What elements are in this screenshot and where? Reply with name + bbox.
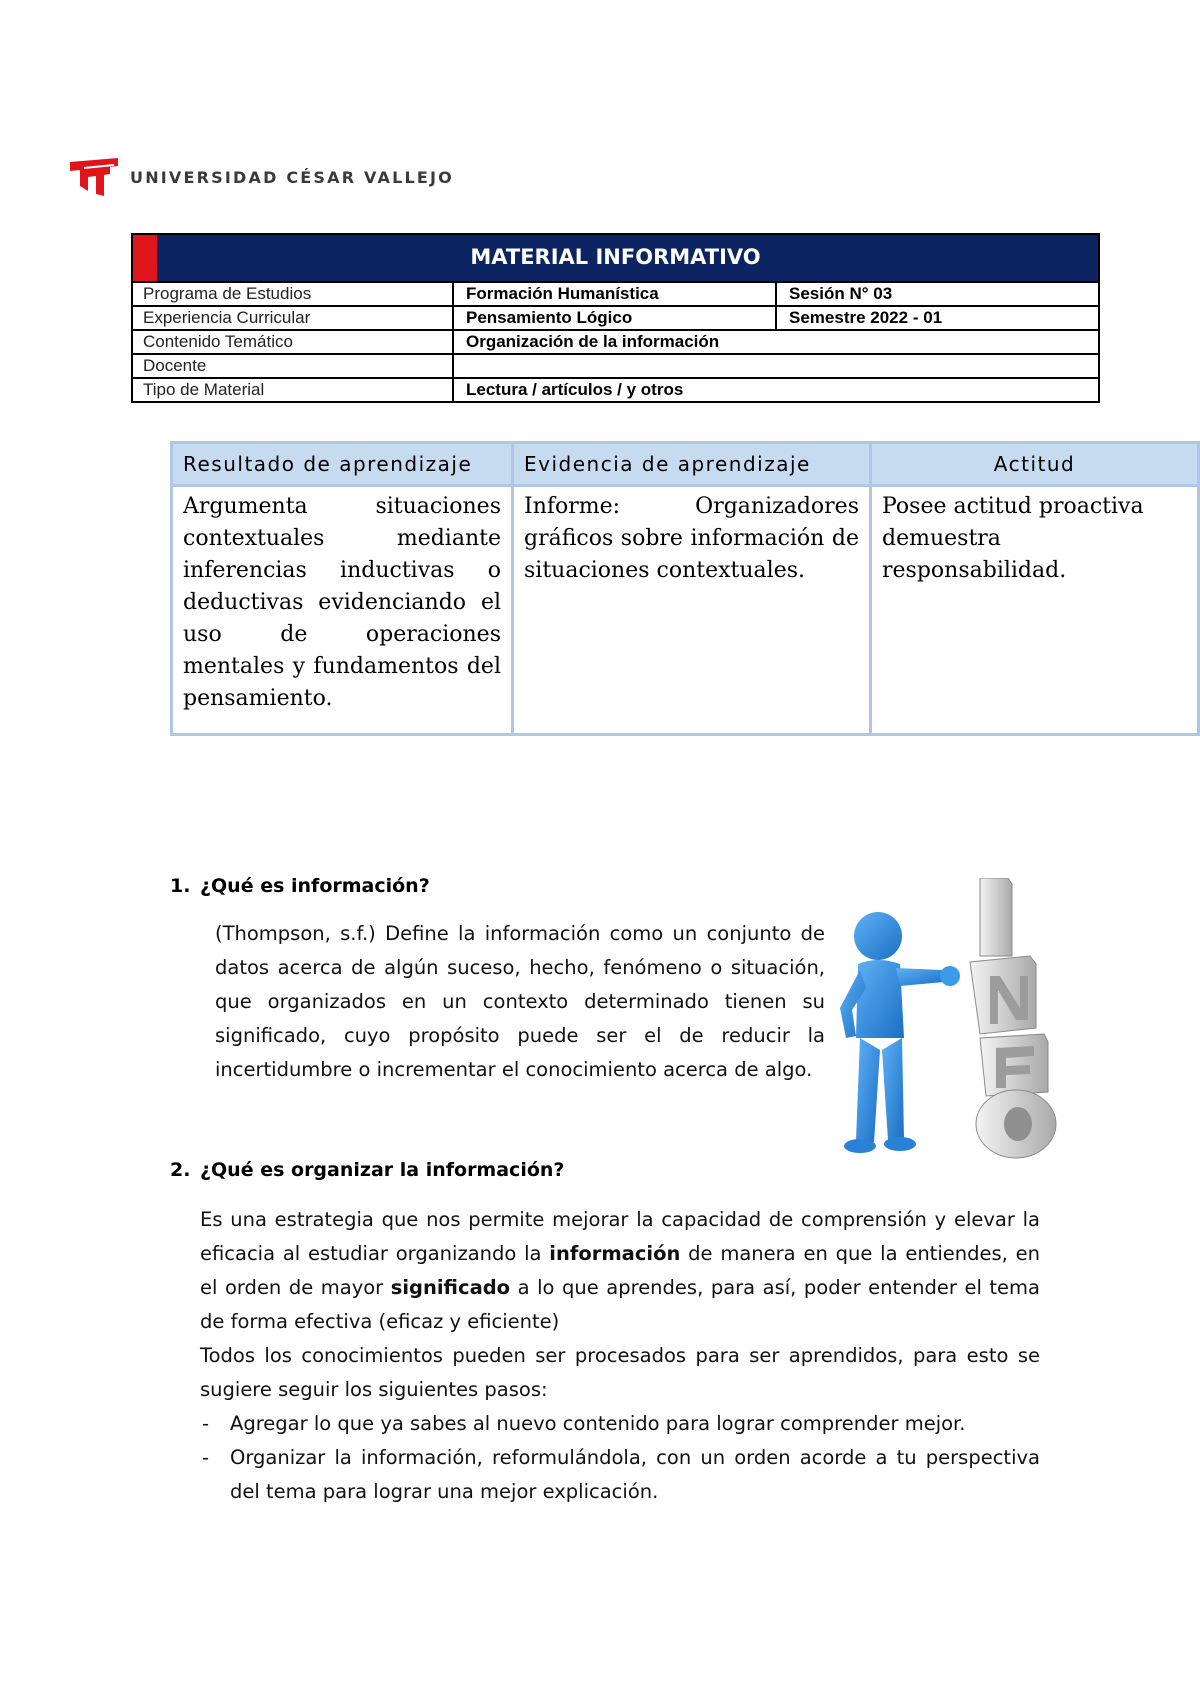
info-letters: [970, 878, 1056, 1158]
section-2-heading: [170, 1159, 564, 1181]
material-header-table: [131, 233, 1100, 403]
section-number: 2.: [170, 1159, 191, 1181]
university-logo: [70, 158, 454, 196]
section-2-paragraph: [200, 1203, 1040, 1407]
section-title: ¿Qué es información?: [200, 875, 430, 897]
info-person-illustration: [830, 878, 1080, 1160]
ucv-shield-icon: [70, 158, 118, 196]
row-extra: Sesión N° 03: [789, 284, 893, 303]
section-1-heading: [170, 875, 430, 897]
list-item: - Organizar la información, reformulándola, con un orden acorde a tu perspectiva del tema para lograr una mejor explicación.: [200, 1441, 1040, 1509]
paragraph-text: (Thompson, s.f.) Define la información como un conjunto de datos acerca de algún suceso, hecho, fenómeno o situación, que organizados en un contexto determinado tienen su significado, cuyo propósito puede ser el de reducir la incertidumbre o incrementar el conocimiento acerca de algo.: [215, 922, 825, 1081]
header-title-band: [133, 235, 1098, 283]
header-row-teacher: [133, 355, 1098, 379]
header-row-content: [133, 331, 1098, 355]
header-title: MATERIAL INFORMATIVO: [470, 245, 761, 269]
row-label: Programa de Estudios: [133, 283, 454, 305]
row-value: Formación Humanística: [454, 283, 777, 305]
text-run: a lo que aprendes, para así, poder entender el tema de forma efectiva (eficaz y eficiente): [200, 1276, 1040, 1333]
text-run: de manera en que la entiendes, en el orden de mayor: [200, 1242, 1040, 1299]
learning-result-cell: Argumenta situaciones contextuales mediante inferencias inductivas o deductivas evidenciando el uso de operaciones mentales y fundamentos del pensamiento.: [172, 486, 513, 735]
section-1-paragraph: [215, 917, 825, 1087]
section-number: 1.: [170, 875, 191, 897]
university-name: UNIVERSIDAD CÉSAR VALLEJO: [130, 167, 454, 187]
learning-attitude-cell: Posee actitud proactiva demuestra responsabilidad.: [871, 486, 1199, 735]
blue-person: [840, 912, 960, 1153]
row-label: Contenido Temático: [133, 331, 454, 353]
row-value: Organización de la información: [466, 332, 720, 351]
text-run: Es una estrategia que nos permite mejorar la capacidad de comprensión y elevar la eficacia al estudiar organizando la: [200, 1208, 1040, 1265]
learning-table: [170, 441, 1200, 736]
row-value: Lectura / artículos / y otros: [466, 380, 684, 399]
row-value: Pensamiento Lógico: [454, 307, 777, 329]
header-row-program: [133, 283, 1098, 307]
header-row-material-type: [133, 379, 1098, 401]
list-item: - Agregar lo que ya sabes al nuevo contenido para lograr comprender mejor.: [200, 1407, 1040, 1441]
bold-run: información: [549, 1242, 681, 1265]
header-row-experience: [133, 307, 1098, 331]
learning-header: Actitud: [871, 443, 1199, 486]
learning-header-row: [172, 443, 1199, 486]
row-extra: Semestre 2022 - 01: [789, 308, 943, 327]
learning-header: Resultado de aprendizaje: [172, 443, 513, 486]
section-title: ¿Qué es organizar la información?: [200, 1159, 565, 1181]
row-value: [454, 355, 1098, 377]
paragraph-text: [200, 1203, 1040, 1339]
steps-list: [200, 1407, 1040, 1509]
learning-body-row: [172, 486, 1199, 735]
row-label: Docente: [133, 355, 454, 377]
paragraph-text: Todos los conocimientos pueden ser procesados para ser aprendidos, para esto se sugiere seguir los siguientes pasos:: [200, 1344, 1040, 1401]
learning-evidence-cell: Informe: Organizadores gráficos sobre información de situaciones contextuales.: [513, 486, 871, 735]
row-label: Experiencia Curricular: [133, 307, 454, 329]
bold-run: significado: [390, 1276, 511, 1299]
row-label: Tipo de Material: [133, 379, 454, 401]
learning-header: Evidencia de aprendizaje: [513, 443, 871, 486]
